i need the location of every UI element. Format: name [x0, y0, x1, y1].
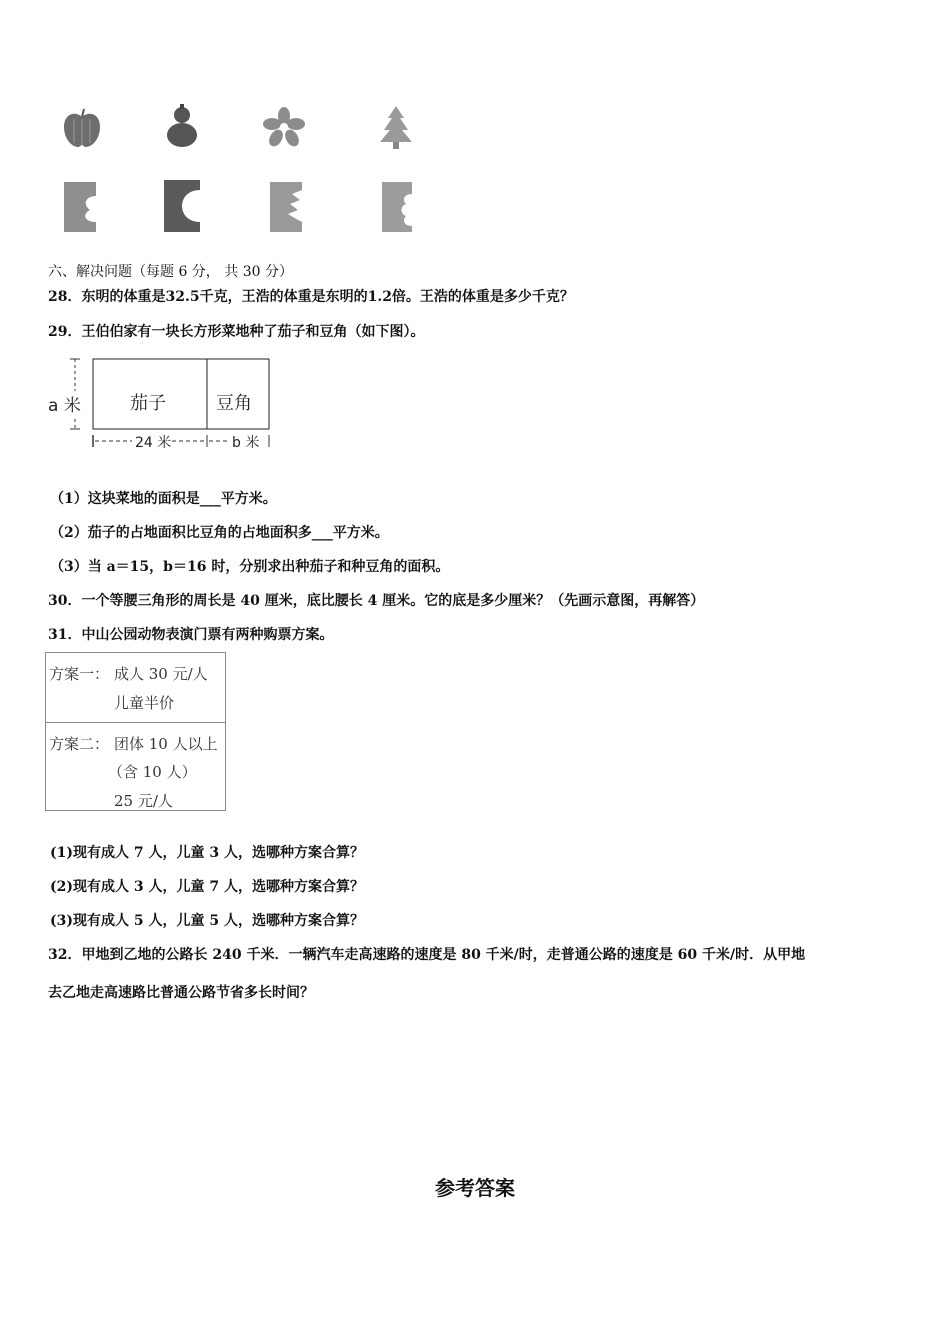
question-30: 30．一个等腰三角形的周长是 40 厘米，底比腰长 4 厘米。它的底是多少厘米？（先画示意图，再解答） [48, 593, 705, 609]
plan-2-label: 方案二： [49, 735, 110, 753]
question-31-part-3: (3)现有成人 5 人，儿童 5 人，选哪种方案合算？ [50, 913, 364, 929]
question-31: 31．中山公园动物表演门票有两种购票方案。 [48, 627, 334, 643]
question-32-line-2: 去乙地走高速路比普通公路节省多长时间？ [48, 985, 314, 1001]
plan-2-group-rule: 团体 10 人以上 [114, 735, 218, 753]
bean-label: 豆角 [216, 393, 252, 414]
plan-1-label: 方案一： [49, 665, 110, 683]
b-length-label: b 米 [232, 435, 260, 451]
ticket-plans-box [45, 652, 226, 811]
cutout-flower-shape-icon [378, 180, 418, 234]
question-29: 29．王伯伯家有一块长方形菜地种了茄子和豆角（如下图）。 [48, 324, 425, 340]
plan-1-adult-price: 成人 30 元/人 [114, 665, 208, 683]
plan-divider [46, 722, 225, 723]
question-31-part-2: (2)现有成人 3 人，儿童 7 人，选哪种方案合算？ [50, 879, 364, 895]
answer-section-title: 参考答案 [435, 1176, 515, 1200]
question-29-part-3: （3）当 a＝15，b＝16 时，分别求出种茄子和种豆角的面积。 [50, 559, 450, 575]
gourd-shape-icon [162, 103, 202, 149]
length-label: 24 米 [135, 435, 172, 451]
section-header: 六、解决问题（每题 6 分， 共 30 分） [48, 264, 293, 280]
garden-side-label: a 米 [48, 391, 81, 416]
flower-shape-icon [262, 106, 306, 148]
question-28: 28．东明的体重是32.5千克，王浩的体重是东明的1.2倍。王浩的体重是多少千克？ [48, 289, 574, 305]
eggplant-label: 茄子 [130, 393, 166, 414]
apple-shape-icon [60, 105, 104, 149]
question-29-part-1: （1）这块菜地的面积是___平方米。 [50, 491, 277, 507]
plan-2-price: 25 元/人 [114, 792, 173, 810]
question-29-part-2: （2）茄子的占地面积比豆角的占地面积多___平方米。 [50, 525, 389, 541]
cutout-tree-shape-icon [266, 180, 306, 234]
cutout-leaf-shape-icon [60, 180, 100, 234]
cutout-moon-shape-icon [160, 178, 204, 234]
question-32-line-1: 32．甲地到乙地的公路长 240 千米．一辆汽车走高速路的速度是 80 千米/时，走普通公路的速度是 60 千米/时．从甲地 [48, 947, 806, 963]
plan-2-inclusive-note: （含 10 人） [108, 763, 197, 781]
question-31-part-1: (1)现有成人 7 人，儿童 3 人，选哪种方案合算？ [50, 845, 364, 861]
garden-figure [40, 355, 280, 455]
plan-1-child-price: 儿童半价 [114, 694, 175, 712]
tree-shape-icon [374, 104, 418, 150]
